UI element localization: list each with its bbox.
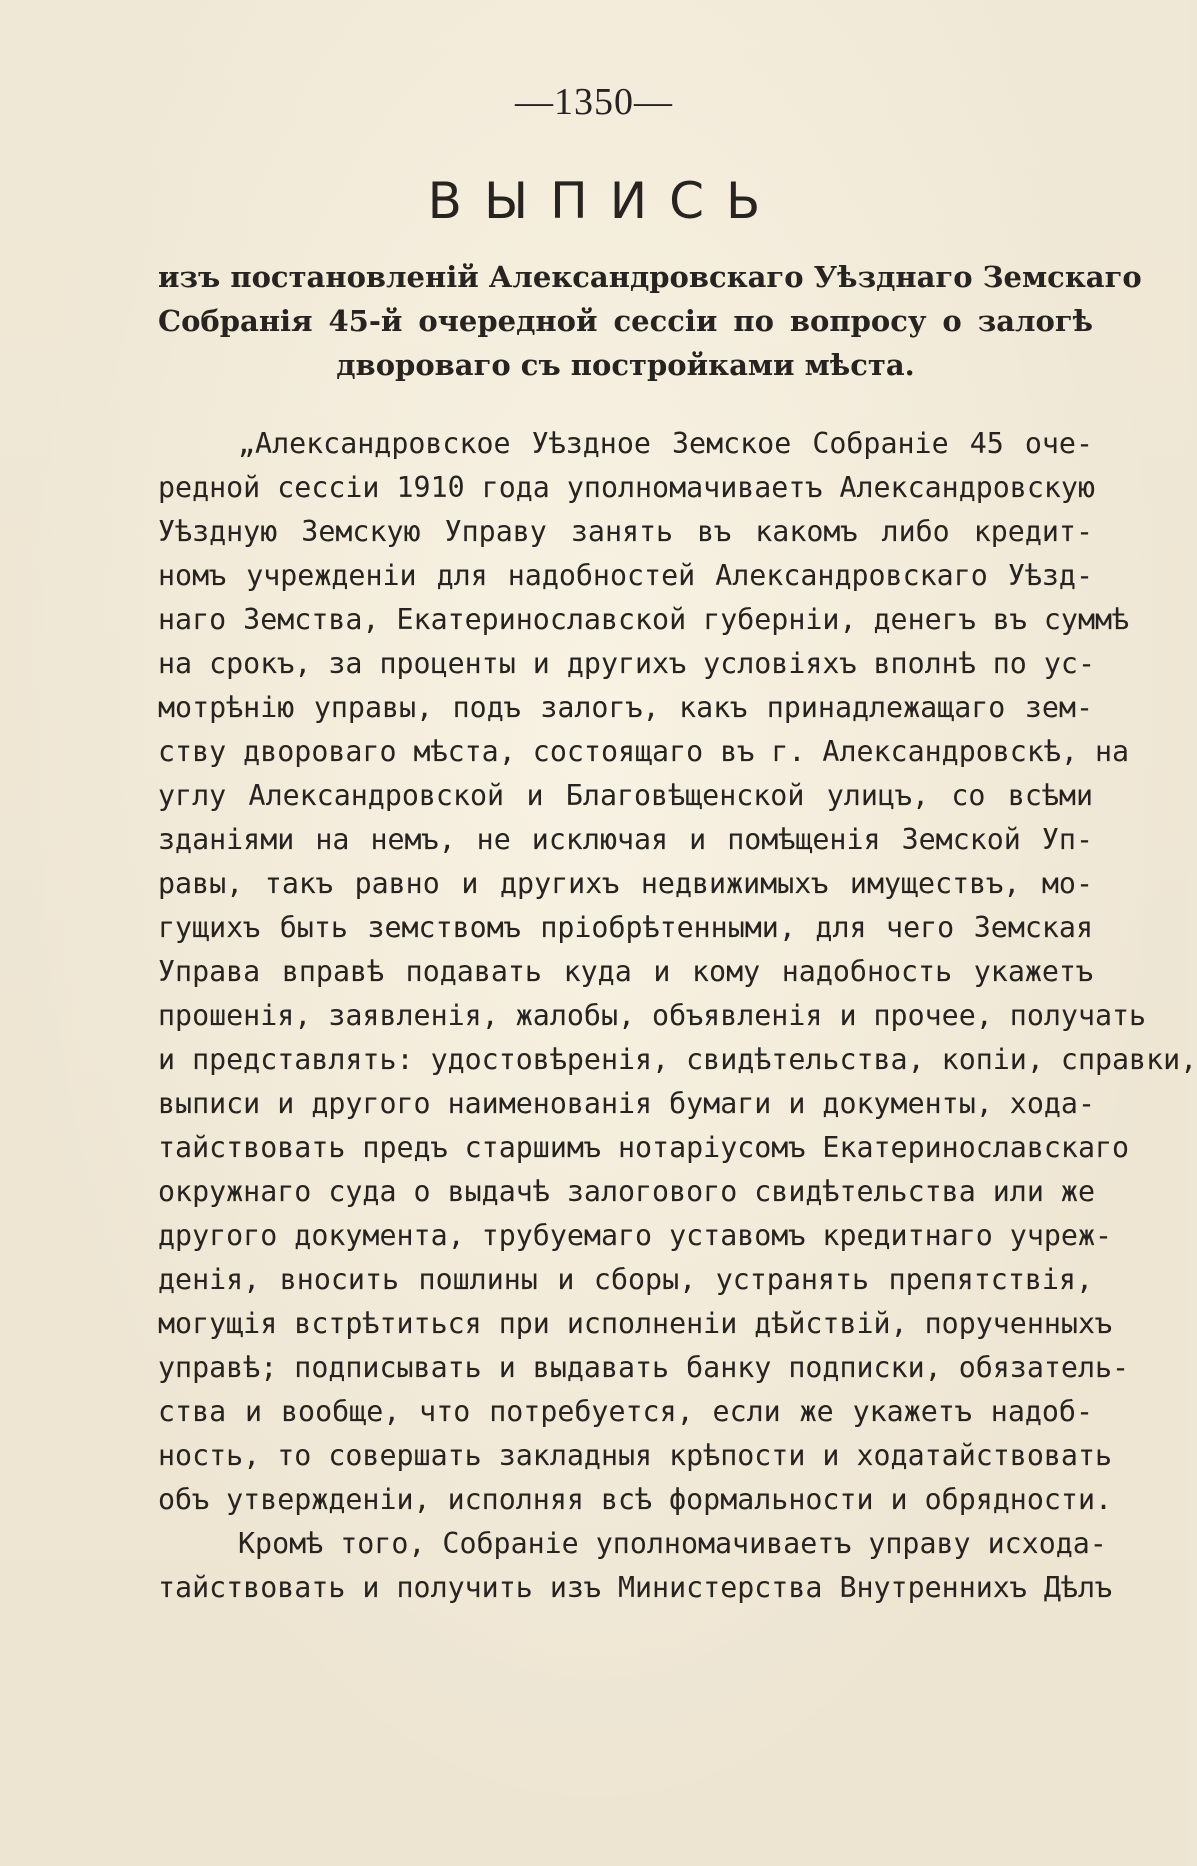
- body-line: другого документа, трубуемаго уставомъ кредитнаго учреж-: [158, 1219, 1113, 1252]
- body-line: могущія встрѣтиться при исполненіи дѣйствій, порученныхъ: [158, 1307, 1113, 1340]
- body-line: денія, вносить пошлины и сборы, устранять препятствія,: [158, 1263, 1093, 1296]
- body-text: [158, 422, 1197, 1610]
- body-line: равы, такъ равно и другихъ недвижимыхъ имуществъ, мо-: [158, 867, 1093, 900]
- body-line: тайствовать и получить изъ Министерства Внутреннихъ Дѣлъ: [158, 1571, 1113, 1604]
- body-line: „Александровское Уѣздное Земское Собраніе 45 оче-: [238, 427, 1093, 460]
- body-line: окружнаго суда о выдачѣ залогового свидѣтельства или же: [158, 1175, 1095, 1208]
- body-line: редной сессіи 1910 года уполномачиваетъ Александровскую: [158, 471, 1095, 504]
- document-title: ВЫПИСЬ: [427, 172, 783, 230]
- subtitle-line: изъ постановленій Александровскаго Уѣзднаго Земскаго: [158, 260, 1142, 294]
- body-line: наго Земства, Екатеринославской губерніи, денегъ въ суммѣ: [158, 603, 1130, 636]
- subtitle-line: двороваго съ постройками мѣста.: [336, 348, 915, 382]
- body-line: прошенія, заявленія, жалобы, объявленія и прочее, получать: [158, 999, 1147, 1032]
- body-line: зданіями на немъ, не исключая и помѣщенія Земской Уп-: [158, 823, 1093, 856]
- body-line: объ утвержденіи, исполняя всѣ формальности и обрядности.: [158, 1483, 1113, 1516]
- body-line: управѣ; подписывать и выдавать банку подписки, обязатель-: [158, 1351, 1130, 1384]
- page-number: —1350—: [515, 81, 673, 123]
- body-line: ность, то совершать закладныя крѣпости и ходатайствовать: [158, 1439, 1113, 1472]
- body-line: ству двороваго мѣста, состоящаго въ г. Александровскѣ, на: [158, 735, 1130, 768]
- body-line: номъ учрежденіи для надобностей Александровскаго Уѣзд-: [158, 559, 1093, 592]
- body-line: гущихъ быть земствомъ пріобрѣтенными, для чего Земская: [158, 911, 1093, 944]
- subtitle-line: Собранія 45-й очередной сессіи по вопросу о залогѣ: [158, 304, 1093, 338]
- document-subtitle: [158, 253, 1142, 385]
- body-line: углу Александровской и Благовѣщенской улицъ, со всѣми: [158, 779, 1093, 812]
- body-line: мотрѣнію управы, подъ залогъ, какъ принадлежащаго зем-: [158, 691, 1093, 724]
- body-line: ства и вообще, что потребуется, если же укажетъ надоб-: [158, 1395, 1093, 1428]
- body-line: выписи и другого наименованія бумаги и документы, хода-: [158, 1087, 1095, 1120]
- body-line: и представлять: удостовѣренія, свидѣтельства, копіи, справки,: [158, 1043, 1197, 1076]
- body-line: Кромѣ того, Собраніе уполномачиваетъ управу исхода-: [238, 1527, 1107, 1560]
- body-line: на срокъ, за проценты и другихъ условіяхъ вполнѣ по ус-: [158, 647, 1095, 680]
- body-line: Уѣздную Земскую Управу занять въ какомъ либо кредит-: [158, 515, 1093, 548]
- body-line: тайствовать предъ старшимъ нотаріусомъ Екатеринославскаго: [158, 1131, 1130, 1164]
- body-line: Управа вправѣ подавать куда и кому надобность укажетъ: [158, 955, 1093, 988]
